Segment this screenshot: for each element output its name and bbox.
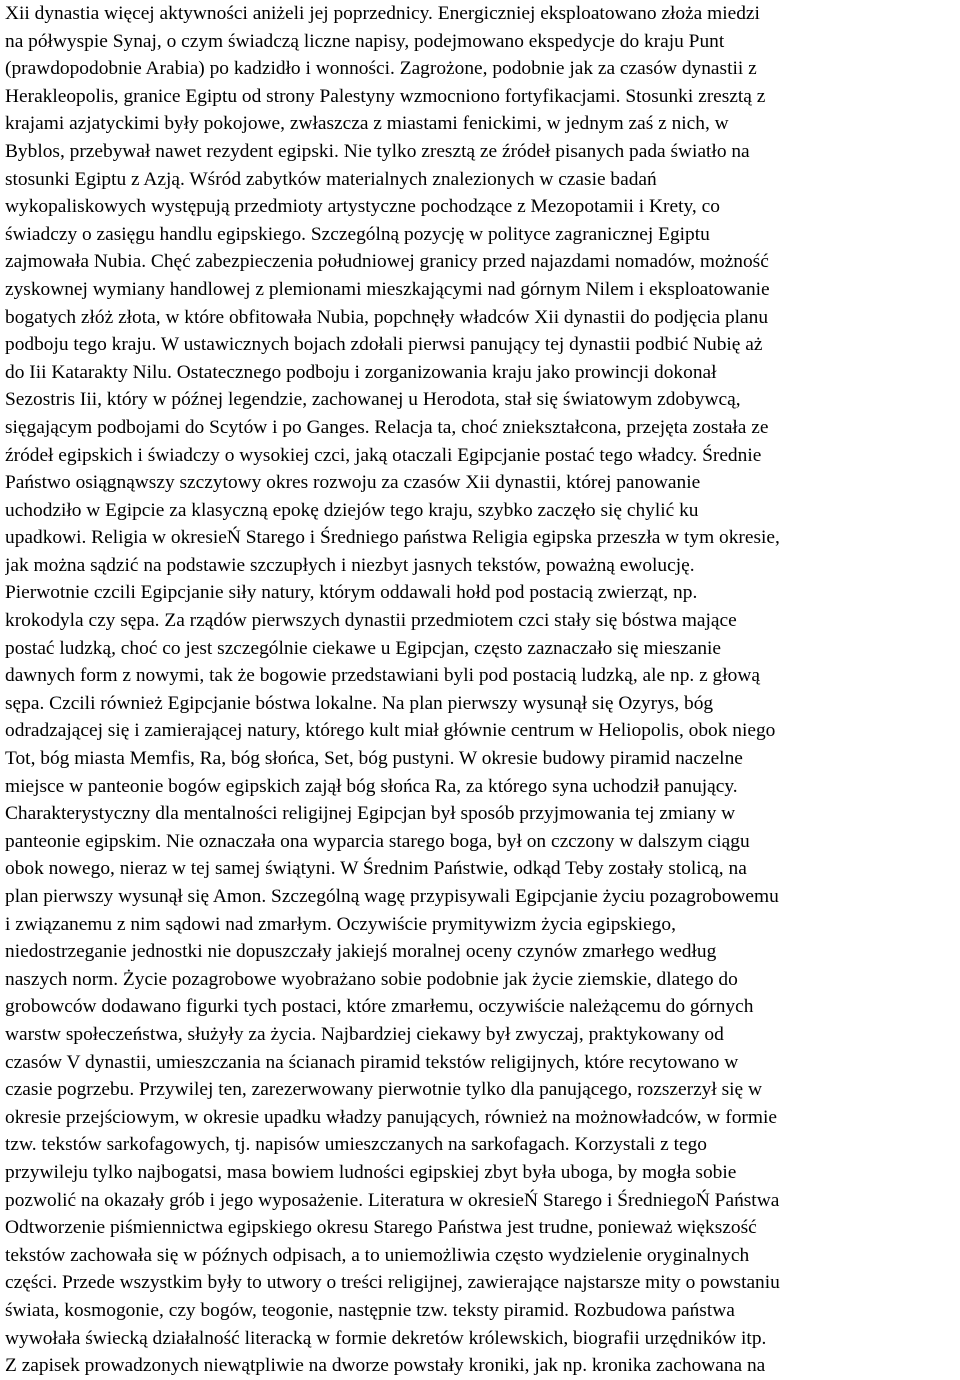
text-line: zajmowała Nubia. Chęć zabezpieczenia południowej granicy przed najazdami nomadów, możność: [5, 251, 769, 273]
text-line: naszych norm. Życie pozagrobowe wyobrażano sobie podobnie jak życie ziemskie, dlatego do: [5, 968, 738, 990]
text-line: dawnych form z nowymi, tak że bogowie przedstawiani byli pod postacią ludzką, ale np. z głową: [5, 665, 760, 687]
text-line: Byblos, przebywał nawet rezydent egipski. Nie tylko zresztą ze źródeł pisanych pada światło na: [5, 140, 750, 162]
text-line: na półwyspie Synaj, o czym świadczą liczne napisy, podejmowano ekspedycje do kraju Punt: [5, 30, 725, 52]
text-line: Herakleopolis, granice Egiptu od strony Palestyny wzmocniono fortyfikacjami. Stosunki zresztą z: [5, 85, 766, 107]
text-line: Tot, bóg miasta Memfis, Ra, bóg słońca, Set, bóg pustyni. W okresie budowy piramid naczelne: [5, 748, 743, 770]
text-line: sięgającym podbojami do Scytów i po Ganges. Relacja ta, choć zniekształcona, przejęta została ze: [5, 416, 769, 438]
text-line: odradzającej się i zamierającej natury, którego kult miał głównie centrum w Heliopolis, obok niego: [5, 720, 776, 742]
text-line: tekstów zachowała się w późnych odpisach, a to uniemożliwia często wydzielenie oryginalnych: [5, 1244, 750, 1266]
text-line: niedostrzeganie jednostki nie dopuszczały jakiejś moralnej oceny czynów zmarłego według: [5, 941, 717, 963]
text-line: obok nowego, nieraz w tej samej świątyni. W Średnim Państwie, odkąd Teby zostały stolicą, na: [5, 858, 747, 880]
text-line: Charakterystyczny dla mentalności religijnej Egipcjan był sposób przyjmowania tej zmiany w: [5, 803, 736, 825]
text-line: zyskownej wymiany handlowej z plemionami mieszkającymi nad górnym Nilem i eksploatowanie: [5, 278, 770, 300]
text-line: postać ludzką, choć co jest szczególnie ciekawe u Egipcjan, często zaznaczało się mieszanie: [5, 637, 722, 659]
text-line: źródeł egipskich i świadczy o wysokiej czci, jaką otaczali Egipcjanie postać tego władcy. Średnie: [5, 444, 762, 466]
text-line: tzw. tekstów sarkofagowych, tj. napisów umieszczanych na sarkofagach. Korzystali z tego: [5, 1134, 707, 1156]
text-line: krajami azjatyckimi były pokojowe, zwłaszcza z miastami fenickimi, w jednym zaś z nich, w: [5, 113, 729, 135]
text-line: okresie przejściowym, w okresie upadku władzy panujących, również na możnowładców, w formie: [5, 1106, 777, 1128]
text-line: czasie pogrzebu. Przywilej ten, zarezerwowany pierwotnie tylko dla panującego, rozszerzył się w: [5, 1079, 762, 1101]
text-line: upadkowi. Religia w okresieŃ Starego i Średniego państwa Religia egipska przeszła w tym okresie,: [5, 527, 780, 549]
text-line: krokodyla czy sępa. Za rządów pierwszych dynastii przedmiotem czci stały się bóstwa mające: [5, 610, 737, 632]
text-line: przywileju tylko najbogatsi, masa bowiem ludności egipskiej zbyt była uboga, by mogła sobie: [5, 1161, 737, 1183]
text-line: (prawdopodobnie Arabia) po kadzidło i wonności. Zagrożone, podobnie jak za czasów dynastii z: [5, 58, 757, 80]
text-line: bogatych złóż złota, w które obfitowała Nubia, popchnęły władców Xii dynastii do podjęcia planu: [5, 306, 769, 328]
document-page: [5, 0, 955, 1380]
text-line: miejsce w panteonie bogów egipskich zajął bóg słońca Ra, za którego syna uchodził panujący.: [5, 775, 738, 797]
text-line: warstw społeczeństwa, służyły za życia. Najbardziej ciekawy był zwyczaj, praktykowany od: [5, 1023, 724, 1045]
text-line: pozwolić na okazały grób i jego wyposażenie. Literatura w okresieŃ Starego i ŚredniegoŃ Państwa: [5, 1189, 780, 1211]
text-line: świata, kosmogonie, czy bogów, teogonie, następnie tzw. teksty piramid. Rozbudowa państwa: [5, 1299, 735, 1321]
text-line: stosunki Egiptu z Azją. Wśród zabytków materialnych znalezionych w czasie badań: [5, 168, 657, 190]
text-line: i związanemu z nim sądowi nad zmarłym. Oczywiście prymitywizm życia egipskiego,: [5, 913, 676, 935]
text-line: świadczy o zasięgu handlu egipskiego. Szczególną pozycję w polityce zagranicznej Egiptu: [5, 223, 710, 245]
text-line: plan pierwszy wysunął się Amon. Szczególną wagę przypisywali Egipcjanie życiu pozagrobowemu: [5, 886, 779, 907]
text-line: części. Przede wszystkim były to utwory o treści religijnej, zawierające najstarsze mity o powstaniu: [5, 1272, 780, 1294]
text-line: sępa. Czcili również Egipcjanie bóstwa lokalne. Na plan pierwszy wysunął się Ozyrys, bóg: [5, 692, 714, 714]
text-line: Państwo osiągnąwszy szczytowy okres rozwoju za czasów Xii dynastii, której panowanie: [5, 472, 701, 494]
text-line: do Iii Katarakty Nilu. Ostatecznego podboju i zorganizowania kraju jako prowincji dokonał: [5, 361, 717, 383]
text-line: Sezostris Iii, który w późnej legendzie, zachowanej u Herodota, stał się światowym zdobywcą,: [5, 389, 741, 411]
text-line: Odtworzenie piśmiennictwa egipskiego okresu Starego Państwa jest trudne, ponieważ większość: [5, 1217, 757, 1239]
text-line: panteonie egipskim. Nie oznaczała ona wyparcia starego boga, był on czczony w dalszym ciągu: [5, 830, 750, 852]
text-line: podboju tego kraju. W ustawicznych bojach zdołali pierwsi panujący tej dynastii podbić Nubię aż: [5, 334, 763, 356]
text-line: uchodziło w Egipcie za klasyczną epokę dziejów tego kraju, szybko zaczęło się chylić ku: [5, 499, 699, 521]
text-line: wywołała świecką działalność literacką w formie dekretów królewskich, biografii urzędników itp.: [5, 1327, 767, 1349]
text-line: wykopaliskowych występują przedmioty artystyczne pochodzące z Mezopotamii i Krety, co: [5, 196, 720, 218]
text-line: Z zapisek prowadzonych niewątpliwie na dworze powstały kroniki, jak np. kronika zachowana na: [5, 1355, 766, 1377]
text-line: Pierwotnie czcili Egipcjanie siły natury, którym oddawali hołd pod postacią zwierząt, np.: [5, 582, 698, 604]
text-line: Xii dynastia więcej aktywności aniżeli jej poprzednicy. Energiczniej eksploatowano złoża miedzi: [5, 3, 760, 24]
text-line: czasów V dynastii, umieszczania na ścianach piramid tekstów religijnych, które recytowano w: [5, 1051, 739, 1073]
text-line: jak można sądzić na podstawie szczupłych i niezbyt jasnych tekstów, poważną ewolucję.: [5, 554, 695, 576]
text-line: grobowców dodawano figurki tych postaci, które zmarłemu, oczywiście należącemu do górnych: [5, 996, 754, 1018]
